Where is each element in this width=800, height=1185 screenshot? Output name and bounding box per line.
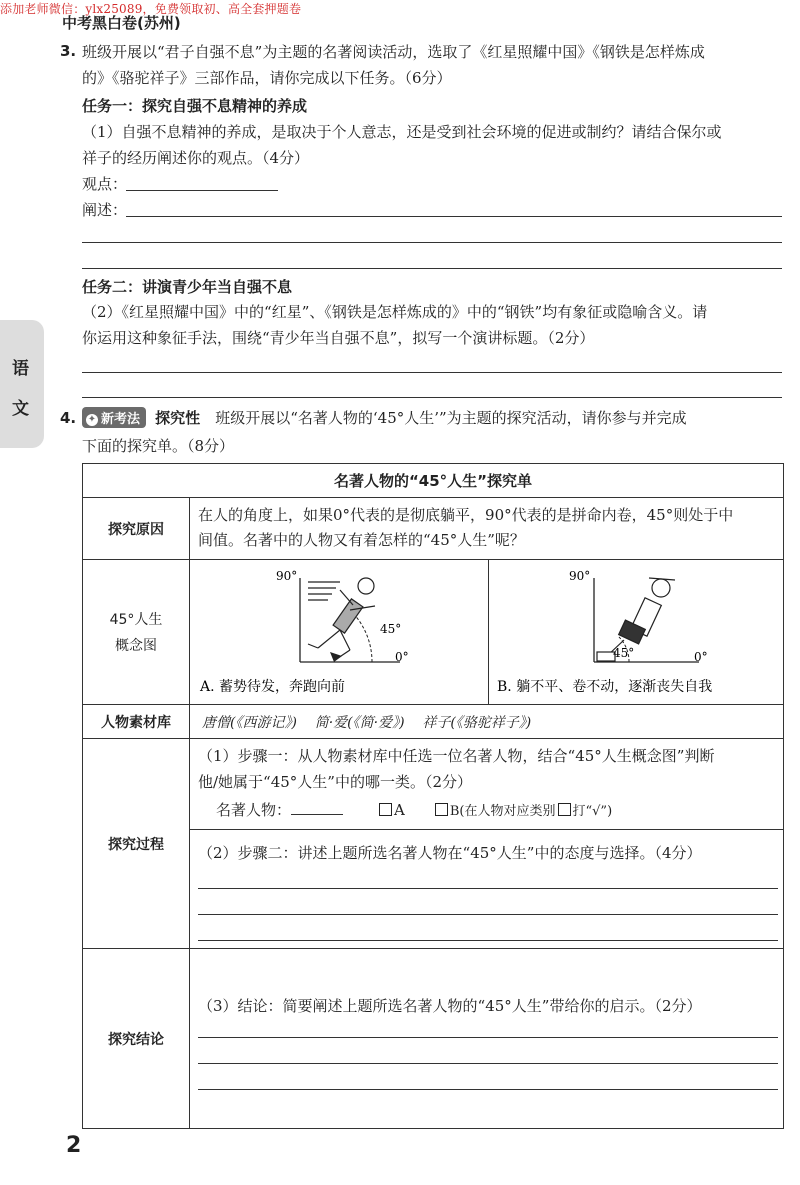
explain-answer-line-1[interactable] bbox=[126, 216, 782, 217]
task2-answer-line-1[interactable] bbox=[82, 372, 782, 373]
concept-label-1: 45°人生 bbox=[109, 612, 163, 628]
figure-b-diagram bbox=[489, 560, 787, 705]
concept-label-2: 概念图 bbox=[115, 638, 157, 654]
option-b-checkbox[interactable] bbox=[435, 803, 448, 816]
q4-stem-line2: 下面的探究单。（8分） bbox=[82, 437, 235, 455]
step3-text: （3）结论：简要阐述上题所选名著人物的“45°人生”带给你的启示。（2分） bbox=[198, 997, 702, 1015]
question-kind: 探究性 bbox=[155, 409, 201, 427]
subject-char-2: 文 bbox=[12, 399, 29, 419]
reason-cell bbox=[190, 498, 784, 560]
worksheet-title: 名著人物的“45°人生”探究单 bbox=[83, 464, 784, 498]
tick-box-glyph bbox=[558, 803, 571, 816]
option-b-label: B(在人物对应类别 bbox=[449, 804, 556, 819]
view-label: 观点： bbox=[82, 175, 128, 193]
q3-stem-line2: 的》《骆驼祥子》三部作品，请你完成以下任务。（6分） bbox=[82, 69, 452, 87]
reason-line2: 间值。名著中的人物又有着怎样的“45°人生”呢？ bbox=[198, 531, 525, 549]
option-a-checkbox[interactable] bbox=[379, 803, 392, 816]
row-label-conclusion: 探究结论 bbox=[83, 949, 190, 1129]
materials-text: 唐僧(《西游记》) 简·爱(《简·爱》) 祥子(《骆驼祥子》) bbox=[202, 714, 532, 731]
explain-answer-line-2[interactable] bbox=[82, 242, 782, 243]
figure-a-45-label: 45° bbox=[380, 622, 402, 636]
question-3-number: 3. bbox=[60, 42, 77, 60]
subject-tab bbox=[0, 320, 44, 448]
step1-line2: 他/她属于“45°人生”中的哪一类。（2分） bbox=[198, 773, 473, 791]
figure-a-90-label: 90° bbox=[276, 569, 298, 583]
step2-answer-line-1[interactable] bbox=[198, 888, 778, 889]
conclusion-answer-line-3[interactable] bbox=[198, 1089, 778, 1090]
task1-line1: （1）自强不息精神的养成，是取决于个人意志，还是受到社会环境的促进或制约？请结合保尔或 bbox=[82, 123, 722, 141]
figure-b-90-label: 90° bbox=[569, 569, 591, 583]
process-cell bbox=[190, 739, 784, 949]
row-label-process: 探究过程 bbox=[83, 739, 190, 949]
inquiry-worksheet-table bbox=[82, 463, 784, 1129]
step2-text: （2）步骤二：讲述上题所选名著人物在“45°人生”中的态度与选择。（4分） bbox=[198, 844, 702, 862]
task2-line1: （2）《红星照耀中国》中的“红星”、《钢铁是怎样炼成的》中的“钢铁”均有象征或隐喻含义。请 bbox=[82, 303, 708, 321]
figure-a-cell bbox=[190, 560, 489, 705]
page-number: 2 bbox=[66, 1133, 82, 1158]
task2-title: 任务二：讲演青少年当自强不息 bbox=[82, 278, 293, 296]
task1-title: 任务一：探究自强不息精神的养成 bbox=[82, 97, 308, 115]
task2-line2: 你运用这种象征手法，围绕“青少年当自强不息”，拟写一个演讲标题。（2分） bbox=[82, 329, 595, 347]
conclusion-answer-line-2[interactable] bbox=[198, 1063, 778, 1064]
conclusion-answer-line-1[interactable] bbox=[198, 1037, 778, 1038]
option-a-label: A bbox=[394, 801, 405, 819]
figure-a-0-label: 0° bbox=[395, 650, 409, 664]
row-label-reason: 探究原因 bbox=[83, 498, 190, 560]
task1-line2: 祥子的经历阐述你的观点。（4分） bbox=[82, 149, 310, 167]
row-label-materials: 人物素材库 bbox=[83, 705, 190, 739]
new-method-tag: ✦ 新考法 bbox=[82, 407, 146, 428]
figure-a-diagram bbox=[190, 560, 488, 705]
watermark-text: 添加老师微信：ylx25089，免费领取初、高全套押题卷 bbox=[0, 2, 302, 16]
subject-char-1: 语 bbox=[12, 359, 29, 379]
figure-a-caption: A. 蓄势待发，奔跑向前 bbox=[200, 679, 346, 695]
question-4-number: 4. bbox=[60, 409, 77, 427]
explain-answer-line-3[interactable] bbox=[82, 268, 782, 269]
step1-name-label: 名著人物： bbox=[216, 801, 292, 819]
tick-instruction: 打“√”) bbox=[572, 804, 613, 819]
figure-b-0-label: 0° bbox=[694, 650, 708, 664]
explain-label: 阐述： bbox=[82, 201, 128, 219]
figure-b-cell bbox=[489, 560, 784, 705]
step2-answer-line-2[interactable] bbox=[198, 914, 778, 915]
step1-line1: （1）步骤一：从人物素材库中任选一位名著人物，结合“45°人生概念图”判断 bbox=[198, 747, 715, 765]
q4-stem-line1: 班级开展以“名著人物的‘45°人生’”为主题的探究活动，请你参与并完成 bbox=[215, 409, 687, 427]
running-header: 中考黑白卷(苏州) bbox=[62, 14, 181, 32]
lightbulb-icon: ✦ bbox=[87, 414, 97, 425]
reason-line1: 在人的角度上，如果0°代表的是彻底躺平，90°代表的是拼命内卷，45°则处于中 bbox=[198, 506, 734, 524]
view-answer-line[interactable] bbox=[126, 190, 278, 191]
q3-stem-line1: 班级开展以“君子自强不息”为主题的名著阅读活动，选取了《红星照耀中国》《钢铁是怎样炼成 bbox=[82, 43, 705, 61]
figure-b-45-label: 45° bbox=[613, 646, 635, 660]
conclusion-cell bbox=[190, 949, 784, 1129]
figure-b-caption: B. 躺不平、卷不动，逐渐丧失自我 bbox=[497, 679, 713, 695]
step1-name-answer[interactable] bbox=[291, 814, 343, 815]
materials-cell bbox=[190, 705, 784, 739]
step2-answer-line-3[interactable] bbox=[198, 940, 778, 941]
row-label-concept bbox=[83, 560, 190, 705]
task2-answer-line-2[interactable] bbox=[82, 397, 782, 398]
